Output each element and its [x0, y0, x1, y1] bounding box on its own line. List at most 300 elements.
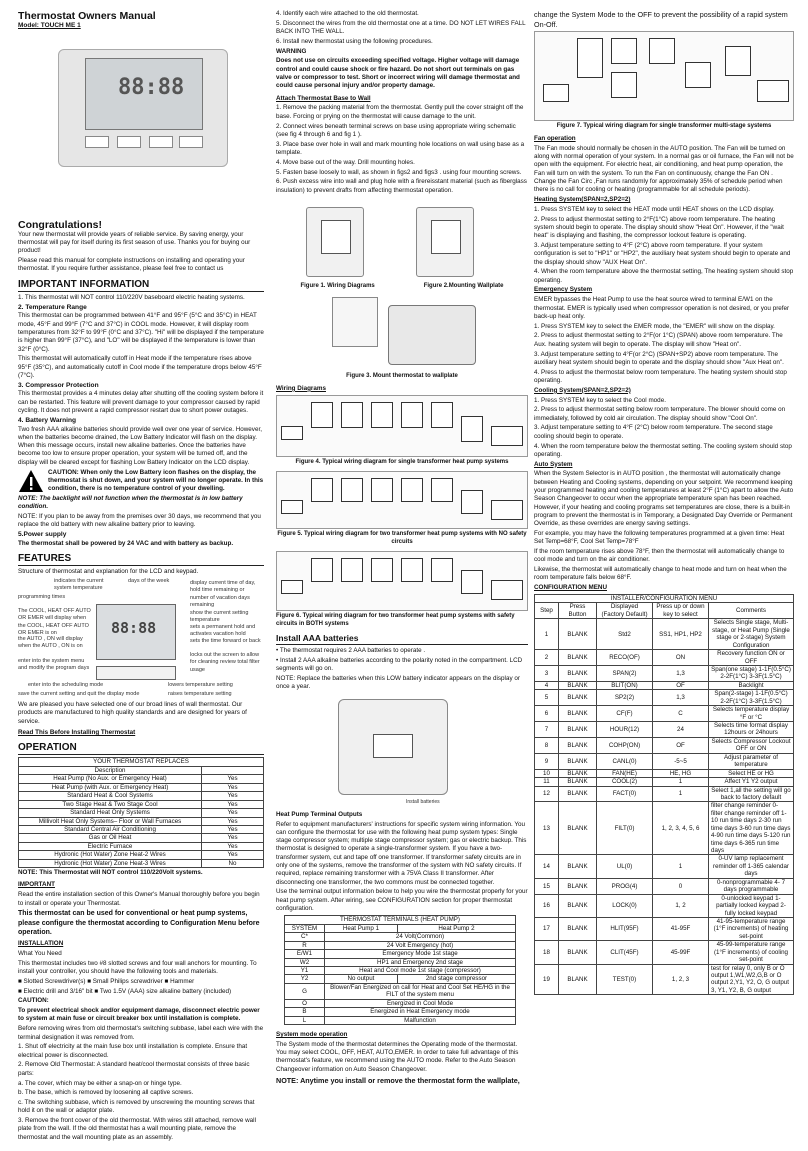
important2-text-1: Read the entire installation section of this Owner's Manual thoroughly before you begin to install or operate your Thermostat.: [18, 891, 260, 907]
attach-step-6: 6. Push excess wire into wall and plug hole with a firereisstant material (such as fiberglass insulation) to prevent drafts from affecting thermostat operation.: [276, 178, 527, 194]
replaces-desc-cell: Hydronic (Hot Water) Zone Heat-3 Wires: [19, 859, 202, 867]
model-label: Model: TOUCH ME 1: [18, 22, 81, 30]
features-title: FEATURES: [18, 552, 264, 566]
config-select-cell: 1, 2, 3, 4, 5, 6: [653, 802, 709, 855]
terminals-row: [285, 966, 516, 974]
feat-label-6: show the current setting temperature: [190, 610, 249, 624]
config-select-cell: 1,3: [653, 665, 709, 681]
cooling-3: 3. Adjust temperature setting to 4°F (2°C) below room temperature. The second stage cooling should begin to operate.: [534, 424, 773, 440]
install-step-2c: c. The switching subbase, which is removed by unscrewing the mounting screws that hold it on the wall or adaptor plate.: [18, 1099, 255, 1115]
install-step-2: 2. Remove Old Thermostat: A standard heat/cool thermostat consists of three basic parts:: [18, 1061, 250, 1077]
replaces-desc-cell: Hydronic (Hot Water) Zone Heat-2 Wires: [19, 851, 202, 859]
tools-list-2: ■ Electric drill and 3/16" bit ■ Two 1.5V (AAA) size alkaline battery (included): [18, 987, 232, 995]
what-need-title: What You Need: [18, 949, 62, 957]
attach-title: Attach Thermostat Base to Wall: [276, 94, 371, 102]
replaces-desc-cell: Gas or Oil Heat: [19, 834, 202, 842]
config-row: [535, 690, 794, 706]
config-comment-cell: filter change reminder 0- filter change reminder off 1-10 run time days 2-30 run time days 3-60 run time days 4-90 run time days 5-120 run time days 6-365 run time days: [709, 802, 794, 855]
terminals-row: [285, 975, 516, 983]
thermostat-front-illustration: [58, 49, 228, 167]
config-select-cell: OF: [653, 681, 709, 689]
replaces-desc-cell: Heat Pump (No Aux. or Emergency Heat): [19, 775, 202, 783]
note-away: NOTE: If you plan to be away from the premises over 30 days, we recommend that you replace the old battery with new alkaline battery prior to leaving.: [18, 513, 261, 529]
terminal-name-cell: C*: [285, 933, 325, 941]
replaces-row: [19, 775, 264, 783]
config-press-cell: BLANK: [559, 778, 597, 786]
wiring-diagram-7: [534, 31, 794, 121]
compressor-title: 3. Compressor Protection: [18, 381, 99, 389]
replaces-value-cell: Yes: [202, 783, 264, 791]
config-displayed-cell: COOL(2): [597, 778, 653, 786]
before-text: Before removing wires from old thermostat's switching subbase, label each wire with the terminal designation it was removed from.: [18, 1025, 264, 1041]
config-comment-cell: Span(2-stage) 1-1F(0.5°C) 2-2F(1°C) 3-3F(1.5°C): [709, 690, 794, 706]
config-step-cell: 13: [535, 802, 559, 855]
replaces-row: [19, 859, 264, 867]
temp-range-1: This thermostat can be programmed between 41°F and 95°F (5°C and 35°C) in HEAT mode, 45°F and 99°F (7°C and 37°C) in COOL mode. However, it will display room temperatures from 32°F to 99°F (0°C and 37°C). "Hi" will be displayed if the temperature is higher than 99°F (37°C), and "LO" will be displayed if the temperature is lower than 32°F (0°C).: [18, 312, 264, 353]
config-step-cell: 3: [535, 665, 559, 681]
heating-4: 4. When the room temperature above the thermostat setting, The heating system should stop operating.: [534, 268, 794, 284]
terminal-name-cell: B: [285, 1008, 325, 1016]
config-displayed-cell: LOCK(0): [597, 894, 653, 917]
config-press-cell: BLANK: [559, 690, 597, 706]
replaces-desc-cell: Standard Heat Only Systems: [19, 809, 202, 817]
config-press-cell: BLANK: [559, 619, 597, 650]
feat-label-11: enter into the system menu and modify the program days: [18, 658, 90, 672]
fan-title: Fan operation: [534, 134, 576, 142]
config-displayed-cell: HOUR(12): [597, 722, 653, 738]
terminal-title: Heat Pump Terminal Outputs: [276, 810, 363, 818]
read-before-title: Read This Before Installing Thermostat: [18, 728, 136, 736]
features-text: Structure of thermostat and explanation for the LCD and keypad.: [18, 568, 199, 576]
config-comment-cell: Span(one stage) 1-1F(0.5°C) 2-2F(1°C) 3-3F(1.5°C): [709, 665, 794, 681]
feat-label-4: programming times: [18, 594, 66, 601]
config-row: [535, 737, 794, 753]
replaces-row: [19, 800, 264, 808]
feat-label-12: enter into the scheduling mode: [28, 682, 104, 689]
replaces-desc-cell: Electric Furnace: [19, 842, 202, 850]
config-comment-cell: Selects time format display 12hours or 24hours: [709, 722, 794, 738]
terminal-output-cell: Energized in Cool Mode: [325, 999, 516, 1007]
feat-label-14: save the current setting and quit the display mode: [18, 691, 140, 698]
terminals-table: [284, 915, 516, 1025]
config-press-cell: BLANK: [559, 941, 597, 964]
terminals-row: [285, 983, 516, 999]
replaces-table-header: Description: [19, 766, 202, 774]
aaa-text-2: • Install 2 AAA alkaline batteries according to the polarity noted in the compartment. LCD segments will go on.: [276, 656, 523, 672]
heating-1: 1. Press SYSTEM key to select the HEAT mode until HEAT shows on the LCD display.: [534, 205, 775, 213]
replaces-value-cell: Yes: [202, 851, 264, 859]
warning-title: WARNING: [276, 47, 307, 55]
config-step-cell: 7: [535, 722, 559, 738]
battery-install-illustration: [276, 693, 528, 811]
replaces-row: [19, 842, 264, 850]
column-right: [534, 10, 794, 1151]
auto-2: For example, you may have the following temperatures programmed at a given time: Heat Set Temp=68°F, Cool Set Temp=78°F: [534, 529, 785, 546]
fan-text: The Fan mode should normally be chosen in the AUTO position. The Fan will be turned on along with normal operation of your system. In a normal gas or oil furnace, the Fan will not be open with the equipment. For electric heat, air conditioning, and heat pump operation, the Fan will turn on with the system. To run the Fan on continuously, change the Fan ON . Change the Fan Circ ,Fan runs randomly for approximately 35% of schedule period when there is no call for cooling or heating (programmable for all schedule periods).: [534, 144, 794, 194]
config-row: [535, 878, 794, 894]
config-displayed-cell: RECO(OF): [597, 650, 653, 666]
auto-1: When the System Selector is in AUTO position , the thermostat will automatically change between Heating and Cooling systems, depending on your setpoint. We recommend keeping your programmed heating and cooling temperatures at least 2°F (1°C) apart to allow the Auto Season Changeover to occur when the appropriate temperature span has been reached. However, if your heating and cooling programs set temperatures are close, there is a built-in program to prevent the thermostat is in Temporary, a Designated Day Override or Permanent Override, as these overrides are energy saving settings.: [534, 470, 794, 528]
config-select-cell: 1: [653, 786, 709, 802]
config-step-cell: 15: [535, 878, 559, 894]
figures-1-2: [276, 199, 528, 281]
note-backlight: NOTE: The backlight will not function when the thermostat is in low battery condition.: [18, 494, 243, 511]
config-step-cell: 9: [535, 753, 559, 769]
aaa-text-1: • The thermostat requires 2 AAA batteries to operate .: [276, 646, 426, 654]
config-comment-cell: Affect Y1 Y2 output: [709, 778, 794, 786]
config-select-cell: -5~5: [653, 753, 709, 769]
config-comment-cell: Backlight: [709, 681, 794, 689]
terminals-head-hp2: Heat Pump 2: [397, 924, 515, 932]
config-row: [535, 722, 794, 738]
config-displayed-cell: UL(0): [597, 855, 653, 878]
page-title: Thermostat Owners Manual: [18, 10, 156, 22]
config-select-cell: 0: [653, 878, 709, 894]
config-press-cell: BLANK: [559, 964, 597, 995]
power-text: The thermostat shall be powered by 24 VAC and with battery as backup.: [18, 539, 234, 547]
config-step-cell: 6: [535, 706, 559, 722]
config-comment-cell: 0-nonprogrammable 4- 7 days programmable: [709, 878, 794, 894]
emergency-3: 2. Press to adjust thermostat setting to 2°F(or 1°C) (SPAN) above room temperature. The Aux. heating system will begin to operate. The display will show "Heat on".: [534, 332, 783, 348]
heating-2: 2. Press to adjust thermostat setting to 2°F(1°C) above room temperature. The heating system should begin to operate. The display should show "Heat On". However, if the "wait heat" is displaying and flashing, the compressor lockout feature is operating.: [534, 215, 784, 240]
config-select-cell: SS1, HP1, HP2: [653, 619, 709, 650]
config-press-cell: BLANK: [559, 650, 597, 666]
config-row: [535, 778, 794, 786]
config-row: [535, 619, 794, 650]
config-press-cell: BLANK: [559, 802, 597, 855]
config-press-cell: BLANK: [559, 706, 597, 722]
config-select-cell: 1: [653, 778, 709, 786]
replaces-value-cell: Yes: [202, 792, 264, 800]
config-press-cell: BLANK: [559, 917, 597, 940]
config-row: [535, 964, 794, 995]
config-step-cell: 1: [535, 619, 559, 650]
replaces-desc-cell: Standard Heat & Cool Systems: [19, 792, 202, 800]
emergency-1: EMER bypasses the Heat Pump to use the heat source wired to terminal E/W1 on the thermostat. EMER is typically used when compressor operation is not desired, or you prefer back-up heat only.: [534, 296, 790, 320]
emergency-2: 1. Press SYSTEM key to select the EMER mode, the "EMER" will show on the display.: [534, 322, 775, 330]
figure-2-caption: Figure 2.Mounting Wallplate: [423, 282, 504, 289]
feat-label-1: indicates the current system temperature: [54, 578, 104, 592]
replaces-table-title: YOUR THERMOSTAT REPLACES: [19, 758, 264, 766]
config-row: [535, 706, 794, 722]
config-displayed-cell: HLIT(95F): [597, 917, 653, 940]
config-select-cell: C: [653, 706, 709, 722]
replaces-row: [19, 809, 264, 817]
install-step-1: 1. Shut off electricity at the main fuse box until installation is complete. Ensure that electrical power is disconnected.: [18, 1043, 248, 1059]
system-mode-text: The System mode of the thermostat determines the Operating mode of the thermostat. You may select COOL, OFF, HEAT, AUTO,EMER. In order to take full advantage of this thermostat's feature, we recommend using the AUTO mode. Refer to the Auto Season Changeover information on Auto Season Changeover.: [276, 1040, 519, 1073]
config-comment-cell: Selects temperature display °F or °C: [709, 706, 794, 722]
column-middle: [276, 10, 528, 1151]
config-comment-cell: 41-95-temperature range (1°F increments) of heating set-point: [709, 917, 794, 940]
lcd-screen-illustration: 88:88: [85, 58, 203, 130]
config-head-press: Press Button: [559, 603, 597, 619]
auto-3: If the room temperature rises above 78°F, then the thermostat will automatically change to cool mode and turn on the air conditioner.: [534, 548, 785, 564]
warning-triangle-icon: [18, 469, 44, 493]
config-comment-cell: Adjust parameter of temperature: [709, 753, 794, 769]
terminal-output-cell: Heat and Cool mode 1st stage (compressor): [325, 966, 516, 974]
caution2-title: CAUTION:: [18, 997, 49, 1005]
config-displayed-cell: Std2: [597, 619, 653, 650]
heating-title: Heating System(SPAN=2,SP2=2): [534, 195, 631, 203]
feat-label-15: raises temperature setting: [168, 691, 232, 698]
attach-step-1: 1. Remove the packing material from the thermostat. Gently pull the cover straight off the base. Forcing or prying on the thermostat will cause damage to the unit.: [276, 104, 524, 120]
replaces-value-cell: Yes: [202, 800, 264, 808]
terminal-output-cell: Emergency Mode 1st stage: [325, 950, 516, 958]
config-row: [535, 753, 794, 769]
config-row: [535, 802, 794, 855]
install-step-6: 6. Install new thermostat using the following procedures.: [276, 37, 433, 45]
important-title: IMPORTANT INFORMATION: [18, 278, 264, 292]
important2-title: IMPORTANT: [18, 881, 55, 889]
emergency-title: Emergency System: [534, 286, 593, 294]
figure-5-caption: Figure 5. Typical wiring diagram for two transformer heat pump systems with NO safety circuits: [277, 530, 527, 545]
config-row: [535, 769, 794, 777]
config-press-cell: BLANK: [559, 894, 597, 917]
config-press-cell: BLANK: [559, 681, 597, 689]
aaa-text-3: NOTE: Replace the batteries when this LOW battery indicator appears on the display or once a year.: [276, 674, 520, 690]
battery-text: Two fresh AAA alkaline batteries should provide well over one year of service. However, when the batteries become drained, the Low Battery Indicator will flash on the display. When this message occurs, install new alkaline batteries. Once the batteries have become too low to ensure proper operation, your system will be turned off, and the display will be cleared except for flashing Low Battery Indicator on the LCD display.: [18, 425, 262, 466]
terminal-hp1-cell: No output: [325, 975, 398, 983]
replaces-desc-cell: Two Stage Heat & Two Stage Cool: [19, 800, 202, 808]
replaces-value-cell: Yes: [202, 842, 264, 850]
terminals-table-title: THERMOSTAT TERMINALS (HEAT PUMP): [285, 916, 516, 924]
config-select-cell: OF: [653, 737, 709, 753]
cooling-2: 2. Press to adjust thermostat setting below room temperature. The blower should come on immediately, followed by cold air circulation. The display should show "Cool On".: [534, 406, 786, 422]
replaces-row: [19, 792, 264, 800]
terminal-output-cell: Blower/Fan Energized on call for Heat and Cool Set HE/HG in the FILT of the system menu: [325, 983, 516, 999]
install-step-2a: a. The cover, which may be either a snap-on or hinge type.: [18, 1079, 182, 1087]
figure-7-caption: Figure 7. Typical wiring diagram for single transformer multi-stage systems: [556, 123, 772, 129]
config-select-cell: 41-95F: [653, 917, 709, 940]
caution2-text: To prevent electrical shock and/or equipment damage, disconnect electric power to system at main fuse or circuit breaker box until installation is complete.: [18, 1007, 260, 1023]
config-step-cell: 4: [535, 681, 559, 689]
config-comment-cell: Recovery function ON or OFF: [709, 650, 794, 666]
wiring-diagram-4: [276, 395, 528, 457]
config-comment-cell: Selects Single stage, Multi-stage, or Heat Pump (Single stage or 2-stage) System Configuration: [709, 619, 794, 650]
config-row: [535, 650, 794, 666]
congrats-text-1: Your new thermostat will provide years of reliable service. By saving energy, your thermostat will pay for itself during its first season of use. Thanks you for buying our product!: [18, 230, 251, 255]
config-step-cell: 18: [535, 941, 559, 964]
wiring-diagram-6: [276, 551, 528, 611]
replaces-table: [18, 757, 264, 868]
figure-3: [276, 295, 528, 371]
temp-range-title: 2. Temperature Range: [18, 303, 87, 311]
terminal-name-cell: G: [285, 983, 325, 999]
feat-label-3: display current time of day, hold time remaining or number of vacation days remaining: [190, 580, 256, 608]
emergency-5: 4. Press to adjust the thermostat below room temperature. The heating system should stop operating.: [534, 368, 787, 384]
replaces-desc-cell: Heat Pump (with Aux. or Emergency Heat): [19, 783, 202, 791]
terminals-row: [285, 941, 516, 949]
battery-title: 4. Battery Warning: [18, 416, 77, 424]
important-1: 1. This thermostat will NOT control 110/220V baseboard electric heating systems.: [18, 293, 245, 301]
replaces-desc-cell: Millivolt Heat Only Systems– Floor or Wall Furnaces: [19, 817, 202, 825]
replaces-row: [19, 851, 264, 859]
config-displayed-cell: FACT(0): [597, 786, 653, 802]
terminal-name-cell: W2: [285, 958, 325, 966]
config-press-cell: BLANK: [559, 855, 597, 878]
cooling-1: 1. Press SYSTEM key to select the Cool mode.: [534, 396, 666, 404]
terminals-row: [285, 1016, 516, 1024]
system-mode-note: NOTE: Anytime you install or remove the thermostat form the wallplate,: [276, 1075, 520, 1085]
config-row: [535, 786, 794, 802]
config-step-cell: 14: [535, 855, 559, 878]
replaces-value-cell: Yes: [202, 817, 264, 825]
config-head-comments: Comments: [709, 603, 794, 619]
warning-text: Does not use on circuits exceeding specified voltage. Higher voltage will damage control and could cause shock or fire hazard. Do not short out terminals on gas valve or compressor to test. Short or incorrect wiring will damage thermostat and could cause personal injury and/or property damage.: [276, 57, 520, 90]
wallplate-illustration: [416, 207, 474, 277]
replaces-value-cell: Yes: [202, 825, 264, 833]
terminal-text-1: Refer to equipment manufacturers' instructions for specific system wiring information. You can configure the thermostat for use with the following heat pump system types: Single stage compressor system; multiple stage compressor system; gas or electric backup. This thermostat is designed to operate a single-transformer system. If you have a two-transformer system, cut and tape off one transformer. If transformer safety circuits are in only one of the systems, remove the transformer of the system with NO safety circuits. If required, replace remaining transformer with a 75VA Class II transformer. After disconnecting one transformer, the two commons must be connected together.: [276, 820, 527, 886]
config-press-cell: BLANK: [559, 786, 597, 802]
config-displayed-cell: CANL(0): [597, 753, 653, 769]
terminals-head-hp1: Heat Pump 1: [325, 924, 398, 932]
aaa-title: Install AAA batteries: [276, 633, 528, 645]
config-step-cell: 19: [535, 964, 559, 995]
config-select-cell: ON: [653, 650, 709, 666]
config-displayed-cell: COHP(ON): [597, 737, 653, 753]
wiring-base-illustration: [306, 207, 364, 277]
keypad-illustration: [85, 136, 203, 150]
install-step-2b: b. The base, which is removed by loosening all captive screws.: [18, 1089, 194, 1097]
config-step-cell: 11: [535, 778, 559, 786]
terminal-output-cell: 24 Volt Emergency (hot): [325, 941, 516, 949]
heating-3: 3. Adjust temperature setting to 4°F (2°C) above room temperature. If your system configuration is set to "HP1" or "HP2", the auxiliary heat system should begin to operate and the display should show "AUX Heat On".: [534, 241, 791, 266]
system-mode-title: System mode operation: [276, 1031, 348, 1039]
config-table-title: INSTALLER/CONFIGURATION MENU: [535, 595, 794, 603]
replaces-value-cell: No: [202, 859, 264, 867]
config-press-cell: BLANK: [559, 665, 597, 681]
config-step-cell: 2: [535, 650, 559, 666]
config-displayed-cell: SPAN(2): [597, 665, 653, 681]
terminals-row: [285, 999, 516, 1007]
config-comment-cell: 45-99-temperature range (1°F increments) of cooling set-point: [709, 941, 794, 964]
feat-label-10: locks out the screen to allow for cleaning review total filter usage: [190, 652, 260, 673]
configuration-title: CONFIGURATION MENU: [534, 584, 607, 592]
install-step-4: 4. Identify each wire attached to the old thermostat.: [276, 10, 419, 17]
system-mode-continued: change the System Mode to the OFF to prevent the possibility of a rapid system On-Off.: [534, 10, 788, 29]
replaces-row: [19, 783, 264, 791]
congrats-title: Congratulations!: [18, 218, 102, 231]
replaces-value-cell: Yes: [202, 809, 264, 817]
terminal-name-cell: R: [285, 941, 325, 949]
emergency-4: 3. Adjust temperature setting to 4°F(or 2°C) (SPAN+SP2) above room temperature. The auxiliary heat system should begin to operate and the display should show "Aux Heat on".: [534, 350, 784, 366]
attach-step-2: 2. Connect wires beneath terminal screws on base using appropriate wiring schematic (see fig 4 through 6 and fig 1 ).: [276, 122, 516, 138]
replaces-row: [19, 817, 264, 825]
config-step-cell: 10: [535, 769, 559, 777]
feat-label-13: lowers temperature setting: [168, 682, 233, 689]
replaces-row: [19, 825, 264, 833]
config-head-step: Step: [535, 603, 559, 619]
replaces-desc-cell: Standard Central Air Conditioning: [19, 825, 202, 833]
figure-3-caption: Figure 3. Mount thermostat to wallplate: [346, 372, 458, 379]
config-displayed-cell: SP2(2): [597, 690, 653, 706]
install-batteries-label: Install batteries: [406, 798, 440, 805]
config-select-cell: 1, 2: [653, 894, 709, 917]
config-row: [535, 917, 794, 940]
feat-label-5: The COOL, HEAT OFF AUTO OR EMER will display when the COOL, HEAT OFF AUTO OR EMER is on: [18, 608, 91, 636]
config-select-cell: 1, 2, 3: [653, 964, 709, 995]
feat-label-8: the AUTO , ON will display when the AUTO , ON is on: [18, 636, 83, 650]
config-step-cell: 8: [535, 737, 559, 753]
auto-4: Likewise, the thermostat will automatically change to heat mode and turn on heat when the room temperature falls below 68°F.: [534, 566, 787, 582]
config-head-select: Press up or down key to select: [653, 603, 709, 619]
attach-step-4: 4. Move base out of the way. Drill mounting holes.: [276, 158, 415, 166]
config-select-cell: HE, HG: [653, 769, 709, 777]
figure-4-caption: Figure 4. Typical wiring diagram for single transformer heat pump systems: [295, 459, 509, 466]
wiring-diagrams-title: Wiring Diagrams: [276, 384, 326, 392]
config-select-cell: 24: [653, 722, 709, 738]
feat-label-7: sets a permanent hold and activates vacation hold: [190, 624, 256, 638]
config-head-displayed: Displayed (Factory Default): [597, 603, 653, 619]
config-displayed-cell: CLIT(45F): [597, 941, 653, 964]
auto-title: Auto System: [534, 460, 573, 468]
config-press-cell: BLANK: [559, 737, 597, 753]
attach-step-5: 5. Fasten base loosely to wall, as shown in figs2 and figs3 . using four mounting screws.: [276, 168, 522, 176]
config-press-cell: BLANK: [559, 753, 597, 769]
attach-step-3: 3. Place base over hole in wall and mark mounting hole locations on wall using base as a template.: [276, 140, 525, 156]
replaces-note: NOTE: This Thermostat will NOT control 110/220Volt systems.: [18, 869, 203, 877]
terminals-row: [285, 933, 516, 941]
config-displayed-cell: CF(F): [597, 706, 653, 722]
terminal-output-cell: HP1 and Emergency 2nd stage: [325, 958, 516, 966]
config-select-cell: 1: [653, 855, 709, 878]
config-step-cell: 12: [535, 786, 559, 802]
terminal-name-cell: O: [285, 999, 325, 1007]
terminals-head-system: SYSTEM: [285, 924, 325, 932]
config-row: [535, 665, 794, 681]
config-comment-cell: Select HE or HG: [709, 769, 794, 777]
terminals-row: [285, 950, 516, 958]
features-diagram: [18, 578, 264, 698]
what-need-text: This thermostat includes two #8 slotted screws and four wall anchors for mounting. To install your controller, you should have the following tools and materials.: [18, 959, 257, 975]
important2-text-2: This thermostat can be used for conventional or heat pump systems, please configure the thermostat according to Configuration Menu before operation.: [18, 910, 260, 936]
wiring-diagram-5: [276, 471, 528, 529]
cooling-4: 4. When the room temperature below the thermostat setting. The cooling system should stop operating.: [534, 442, 792, 458]
figure-1-caption: Figure 1. Wiring Diagrams: [300, 282, 375, 289]
power-title: 5.Power supply: [18, 531, 67, 539]
replaces-row: [19, 834, 264, 842]
install-step-3: 3. Remove the front cover of the old thermostat. With wires still attached, remove wall plate from the wall. If the old thermostat has a wall mounting plate, remove the thermostat and the wall mounting plate as an assembly.: [18, 1117, 256, 1141]
replaces-value-cell: Yes: [202, 834, 264, 842]
figure-6-caption: Figure 6. Typical wiring diagram for two transformer heat pump systems with safety circuits in BOTH systems: [276, 612, 515, 627]
installation-title: INSTALLATION: [18, 940, 64, 948]
cooling-title: Cooling System(SPAN=2,SP2=2): [534, 386, 631, 394]
terminal-output-cell: Energized in Heat Emergency mode: [325, 1008, 516, 1016]
config-table: [534, 594, 794, 995]
config-step-cell: 16: [535, 894, 559, 917]
terminal-name-cell: E/W1: [285, 950, 325, 958]
config-select-cell: 1,3: [653, 690, 709, 706]
config-row: [535, 681, 794, 689]
config-press-cell: BLANK: [559, 722, 597, 738]
caution-text: CAUTION: When only the Low Battery icon flashes on the display, the thermostat is shut down, and your system will no longer operate. In this condition, there is no temperature control of your dwelling.: [48, 468, 264, 493]
mounted-thermostat-illustration: [388, 305, 476, 365]
config-row: [535, 894, 794, 917]
config-step-cell: 5: [535, 690, 559, 706]
config-comment-cell: Select 1,all the setting will go back to factory default: [709, 786, 794, 802]
config-step-cell: 17: [535, 917, 559, 940]
config-row: [535, 855, 794, 878]
terminals-row: [285, 958, 516, 966]
feat-label-2: days of the week: [128, 578, 170, 585]
config-displayed-cell: PROG(4): [597, 878, 653, 894]
config-select-cell: 45-99F: [653, 941, 709, 964]
terminal-hp2-cell: 2nd stage compressor: [397, 975, 515, 983]
operation-title: OPERATION: [18, 741, 264, 755]
pleased-text: We are pleased you have selected one of our broad lines of wall thermostat. Our products are manufactured to high quality standards and are designed for years of service.: [18, 701, 247, 725]
config-comment-cell: test for relay 0, only B or O output 1,W1,W2,G,B or O output 2,Y1, Y2, O, G output 3, Y1, Y2, B, G output: [709, 964, 794, 995]
terminals-row: [285, 1008, 516, 1016]
